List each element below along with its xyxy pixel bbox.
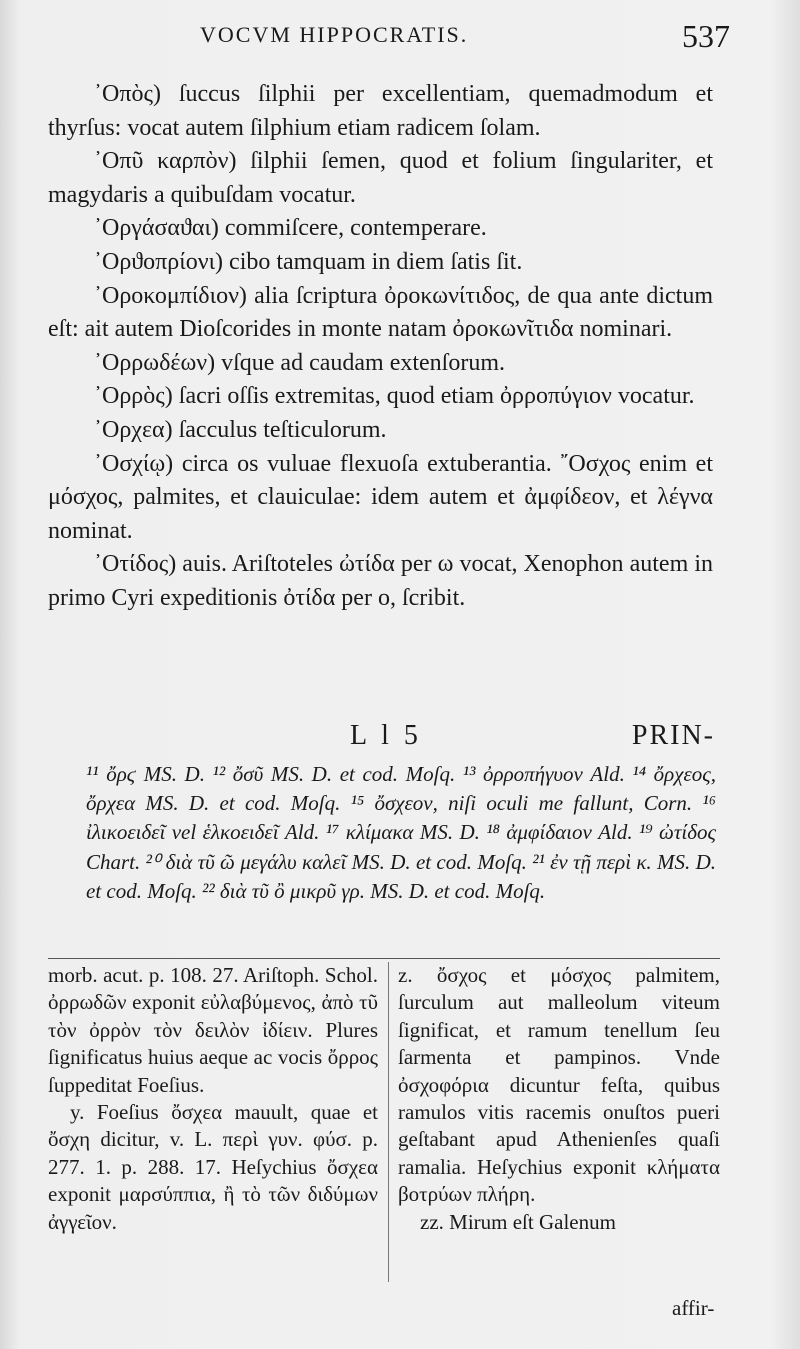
entry-orthopri: ᾿Ορϑοπρίονι) cibo tamquam in diem ſatis ſit. xyxy=(94,248,523,275)
commentary-left-column xyxy=(48,962,378,1236)
footnotes xyxy=(86,760,716,906)
entry-opos: ᾿Οπὸς) ſuccus ſilphii per excellentiam, quemadmodum et thyrſus: vocat autem ſilphium etiam radicem ſolam. xyxy=(48,81,713,141)
entry-orchea: ᾿Ορχεα) ſacculus teſticulorum. xyxy=(94,416,387,443)
horizontal-rule xyxy=(48,958,720,959)
entry-orrhodeon: ᾿Ορρωδέων) vſque ad caudam extenſorum. xyxy=(94,349,505,376)
page-catch-prin: PRIN- xyxy=(631,720,715,751)
glossary-entries xyxy=(48,78,713,616)
entry-opou-karpon: ᾿Οπῦ καρπὸν) ſilphii ſemen, quod et folium ſingulariter, et magydaris a quibuſdam vocatur. xyxy=(48,148,713,208)
entry-oschio: ᾿Οσχίῳ) circa os vuluae flexuoſa extuberantia. ῎Οσχος enim et μόσχος, palmites, et clauiculae: idem autem et ἀμφίδεον, et λέγνα nominat. xyxy=(48,450,713,544)
entry-orros: ᾿Ορρὸς) ſacri oſſis extremitas, quod etiam ὀρροπύγιον vocatur. xyxy=(94,383,695,410)
entry-otidos: ᾿Οτίδος) auis. Ariſtoteles ὠτίδα per ω vocat, Xenophon autem in primo Cyri expeditionis ὀτίδα per ο, ſcribit. xyxy=(48,551,713,611)
footnote-block: ¹¹ ὄρϛ MS. D. ¹² ὄσῦ MS. D. et cod. Moſq. ¹³ ὀρροπήγυον Ald. ¹⁴ ὄρχεος, ὄρχεα MS. D. et cod. Moſq. ¹⁵ ὄσχεον, niſi oculi me fallunt, Corn. ¹⁶ ἰλικοειδεῖ vel ἑλκοειδεῖ Ald. ¹⁷ κλίμακα MS. D. ¹⁸ ἀμφίδαιον Ald. ¹⁹ ὠτίδος Chart. ²⁰ διὰ τῦ ῶ μεγάλυ καλεῖ MS. D. et cod. Moſq. ²¹ ἐν τῇ περὶ κ. MS. D. et cod. Moſq. ²² διὰ τῦ ὂ μικρῦ γρ. MS. D. et cod. Moſq. xyxy=(86,762,716,903)
column-divider xyxy=(388,962,389,1282)
page-header xyxy=(40,18,730,62)
commentary-right-column xyxy=(398,962,720,1236)
running-title: VOCVM HIPPOCRATIS. xyxy=(200,22,469,47)
entry-orgasasthai: ᾿Οργάσαϑαι) commiſcere, contemperare. xyxy=(94,215,487,242)
commentary-paragraph: y. Foeſius ὄσχεα mauult, quae et ὄσχη dicitur, v. L. περὶ γυν. φύσ. p. 277. 1. p. 288. 17. Heſychius ὄσχεα exponit μαρσύππια, ἢ τὸ τῶν διδύμων ἀγγεῖον. xyxy=(48,1100,378,1234)
signature-mark: L l 5 xyxy=(350,720,422,751)
commentary-paragraph: z. ὄσχος et μόσχος palmitem, ſurculum aut malleolum viteum ſignificat, et ramum tenellum ſeu ſarmenta et pampinos. Vnde ὀσχοφόρια dicuntur feſta, quibus ramulos vitis racemis onuſtos pueri geſtabant apud Athenienſes quaſi ramalia. Heſychius exponit κλήματα βοτρύων πλήρη. xyxy=(398,963,720,1207)
page-number: 537 xyxy=(682,18,730,54)
catchword: affir- xyxy=(672,1296,715,1320)
commentary-paragraph: morb. acut. p. 108. 27. Ariſtoph. Schol. ὀρρωδῶν exponit εὐλαβύμενος, ἀπὸ τῦ τὸν ὀρρὸν τὸν δειλὸν ἰδίειν. Plures ſignificatus huius aeque ac vocis ὄρρος ſuppeditat Foeſius. xyxy=(48,963,378,1097)
commentary-paragraph: zz. Mirum eſt Galenum xyxy=(420,1209,616,1234)
entry-orokompidion: ᾿Οροκομπίδιον) alia ſcriptura ὀροκωνίτιδος, de qua ante dictum eſt: ait autem Dioſcorides in monte natam ὀροκωνῖτιδα nominari. xyxy=(48,282,713,343)
